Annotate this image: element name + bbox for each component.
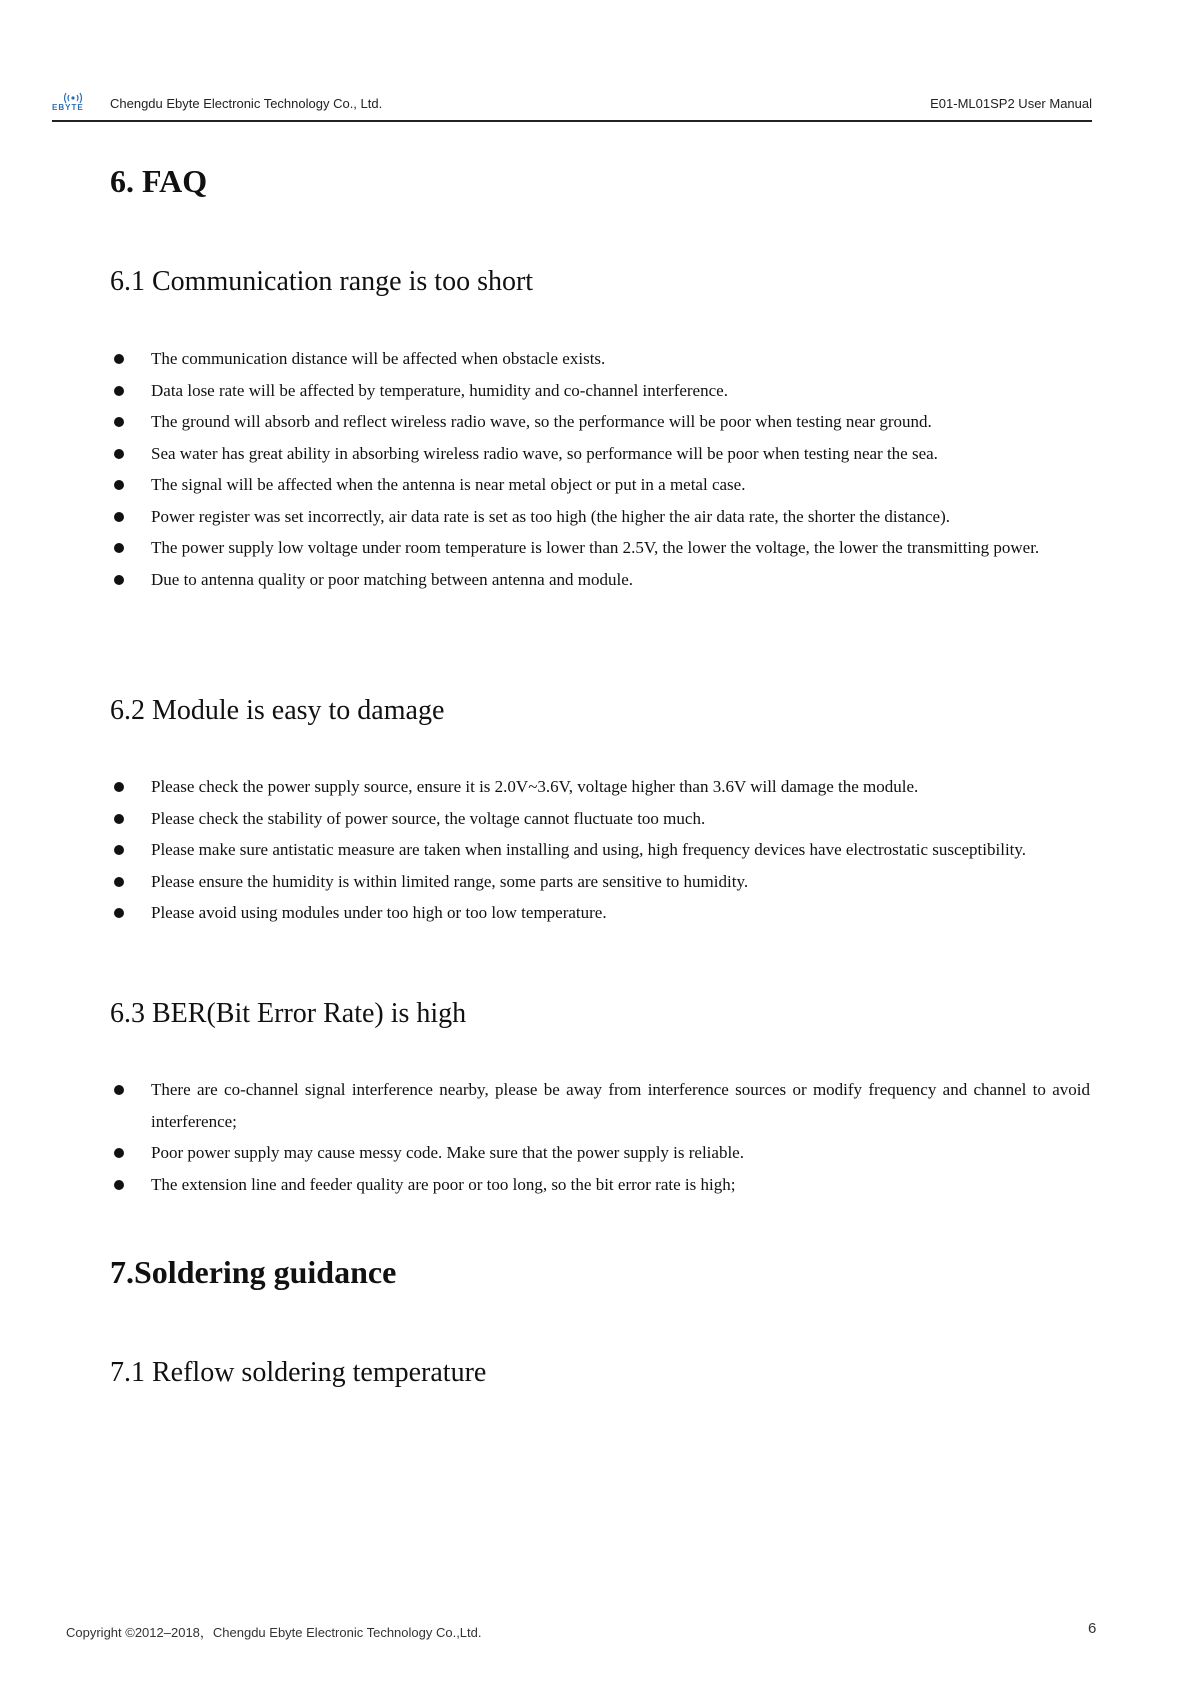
section-6-1-list: [110, 343, 1090, 595]
footer-copyright: Copyright ©2012–2018，Chengdu Ebyte Electronic Technology Co.,Ltd.: [66, 1625, 482, 1640]
bullet-icon: [114, 908, 124, 918]
bullet-icon: [114, 845, 124, 855]
page-number: 6: [1088, 1620, 1097, 1637]
section-6-2-list: [110, 771, 1090, 929]
bullet-icon: [114, 782, 124, 792]
bullet-icon: [114, 386, 124, 396]
list-item: Data lose rate will be affected by temperature, humidity and co-channel interference.: [110, 375, 1090, 407]
list-item: Please ensure the humidity is within limited range, some parts are sensitive to humidity.: [110, 866, 1090, 898]
bullet-icon: [114, 449, 124, 459]
bullet-icon: [114, 877, 124, 887]
list-item: The communication distance will be affected when obstacle exists.: [110, 343, 1090, 375]
list-item: Sea water has great ability in absorbing wireless radio wave, so performance will be poor when testing near the sea.: [110, 438, 1090, 470]
logo-wordmark: EBYTE: [52, 103, 84, 112]
list-item: Please check the stability of power source, the voltage cannot fluctuate too much.: [110, 803, 1090, 835]
section-6-1-heading: 6.1 Communication range is too short: [110, 266, 534, 297]
page-header: [52, 88, 1092, 122]
list-item: The ground will absorb and reflect wireless radio wave, so the performance will be poor when testing near ground.: [110, 406, 1090, 438]
list-item: Please avoid using modules under too high or too low temperature.: [110, 897, 1090, 929]
list-item: Please check the power supply source, ensure it is 2.0V~3.6V, voltage higher than 3.6V will damage the module.: [110, 771, 1090, 803]
list-item: The signal will be affected when the antenna is near metal object or put in a metal case.: [110, 469, 1090, 501]
bullet-icon: [114, 354, 124, 364]
section-6-3-heading: 6.3 BER(Bit Error Rate) is high: [110, 998, 467, 1029]
list-item: Power register was set incorrectly, air data rate is set as too high (the higher the air data rate, the shorter the distance).: [110, 501, 1090, 533]
wireless-signal-icon: [52, 90, 94, 104]
soldering-heading: 7.Soldering guidance: [110, 1254, 397, 1290]
list-item: Due to antenna quality or poor matching between antenna and module.: [110, 564, 1090, 596]
header-manual-title: E01-ML01SP2 User Manual: [930, 96, 1092, 111]
list-item: There are co-channel signal interference nearby, please be away from interference sources or modify frequency and channel to avoid interference;: [110, 1074, 1090, 1137]
ebyte-logo: [52, 90, 94, 114]
bullet-icon: [114, 575, 124, 585]
section-6-2-heading: 6.2 Module is easy to damage: [110, 695, 445, 726]
list-item: The extension line and feeder quality are poor or too long, so the bit error rate is high;: [110, 1169, 1090, 1201]
section-7-1-heading: 7.1 Reflow soldering temperature: [110, 1357, 487, 1388]
bullet-icon: [114, 480, 124, 490]
list-item: Please make sure antistatic measure are taken when installing and using, high frequency devices have electrostatic susceptibility.: [110, 834, 1090, 866]
bullet-icon: [114, 1180, 124, 1190]
bullet-icon: [114, 512, 124, 522]
faq-heading: 6. FAQ: [110, 163, 208, 199]
bullet-icon: [114, 1085, 124, 1095]
header-company: Chengdu Ebyte Electronic Technology Co., Ltd.: [110, 96, 383, 111]
section-6-3-list: [110, 1074, 1090, 1200]
bullet-icon: [114, 543, 124, 553]
list-item: The power supply low voltage under room temperature is lower than 2.5V, the lower the voltage, the lower the transmitting power.: [110, 532, 1090, 564]
list-item: Poor power supply may cause messy code. Make sure that the power supply is reliable.: [110, 1137, 1090, 1169]
bullet-icon: [114, 417, 124, 427]
bullet-icon: [114, 1148, 124, 1158]
bullet-icon: [114, 814, 124, 824]
